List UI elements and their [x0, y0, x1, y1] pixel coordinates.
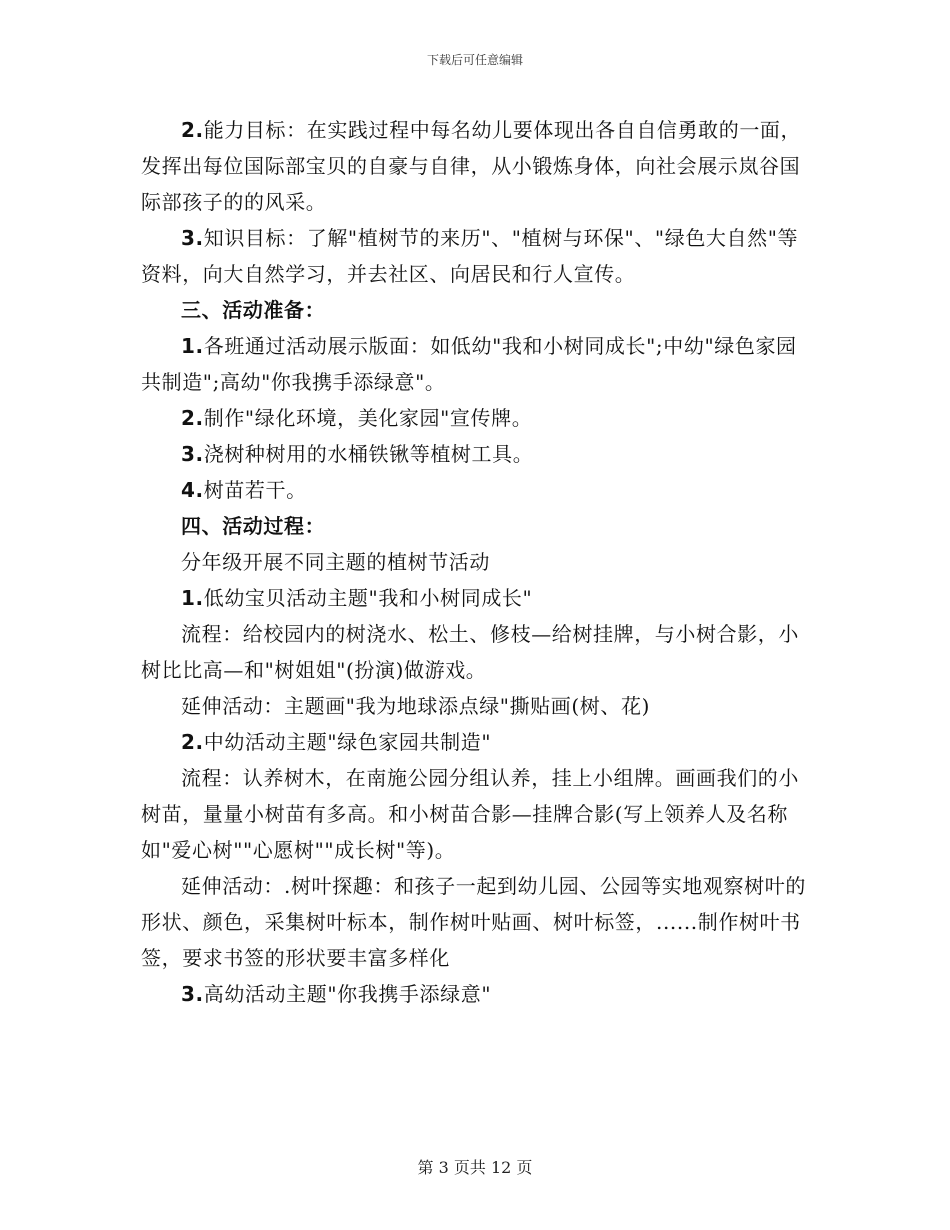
paragraph-text: 制作"绿化环境，美化家园"宣传牌。: [203, 406, 533, 430]
paragraph-text: 高幼活动主题"你我携手添绿意": [203, 982, 492, 1006]
section-heading-preparation: [141, 292, 809, 328]
document-body: [141, 112, 809, 1012]
list-number: 2.: [181, 730, 204, 754]
paragraph-text: 中幼活动主题"绿色家园共制造": [203, 730, 492, 754]
paragraph-senior-theme: [141, 976, 809, 1012]
paragraph-middle-theme: [141, 724, 809, 760]
paragraph-text: 流程：给校园内的树浇水、松土、修枝—给树挂牌，与小树合影，小树比比高—和"树姐姐"(扮演)做游戏。: [141, 622, 799, 682]
list-number: 1.: [181, 586, 204, 610]
paragraph-ability-goal: [141, 112, 809, 220]
paragraph-text: 知识目标：了解"植树节的来历"、"植树与环保"、"绿色大自然"等资料，向大自然学习，并去社区、向居民和行人宣传。: [141, 226, 799, 286]
paragraph-junior-extension: [141, 688, 809, 724]
paragraph-junior-theme: [141, 580, 809, 616]
list-number: 3.: [181, 982, 204, 1006]
list-number: 2.: [181, 406, 204, 430]
paragraph-text: 浇树种树用的水桶铁锹等植树工具。: [203, 442, 534, 466]
paragraph-text: 分年级开展不同主题的植树节活动: [181, 550, 490, 574]
page-number: 第 3 页共 12 页: [417, 1158, 533, 1177]
paragraph-text: 能力目标：在实践过程中每名幼儿要体现出各自自信勇敢的一面，发挥出每位国际部宝贝的自豪与自律，从小锻炼身体，向社会展示岚谷国际部孩子的的风采。: [141, 118, 802, 214]
paragraph-prep-4: [141, 472, 809, 508]
list-number: 3.: [181, 442, 204, 466]
page-header: 下载后可任意编辑: [426, 53, 523, 67]
list-number: 4.: [181, 478, 204, 502]
paragraph-intro: [141, 544, 809, 580]
section-heading-process: [141, 508, 809, 544]
paragraph-prep-2: [141, 400, 809, 436]
paragraph-text: 各班通过活动展示版面：如低幼"我和小树同成长";中幼"绿色家园共制造";高幼"你我携手添绿意"。: [141, 334, 797, 394]
paragraph-text: 流程：认养树木，在南施公园分组认养，挂上小组牌。画画我们的小树苗，量量小树苗有多高。和小树苗合影—挂牌合影(写上领养人及名称如"爱心树""心愿树""成长树"等)。: [141, 766, 799, 862]
paragraph-knowledge-goal: [141, 220, 809, 292]
list-number: 1.: [181, 334, 204, 358]
list-number: 3.: [181, 226, 204, 250]
paragraph-text: 低幼宝贝活动主题"我和小树同成长": [203, 586, 533, 610]
paragraph-text: 延伸活动：.树叶探趣：和孩子一起到幼儿园、公园等实地观察树叶的形状、颜色，采集树叶标本，制作树叶贴画、树叶标签，......制作树叶书签，要求书签的形状要丰富多样化: [141, 874, 806, 970]
heading-text: 三、活动准备：: [181, 298, 326, 322]
paragraph-text: 树苗若干。: [203, 478, 307, 502]
paragraph-text: 延伸活动：主题画"我为地球添点绿"撕贴画(树、花): [181, 694, 651, 718]
heading-text: 四、活动过程：: [181, 514, 326, 538]
paragraph-prep-1: [141, 328, 809, 400]
paragraph-middle-extension: [141, 868, 809, 976]
list-number: 2.: [181, 118, 204, 142]
paragraph-middle-process: [141, 760, 809, 868]
paragraph-prep-3: [141, 436, 809, 472]
paragraph-junior-process: [141, 616, 809, 688]
